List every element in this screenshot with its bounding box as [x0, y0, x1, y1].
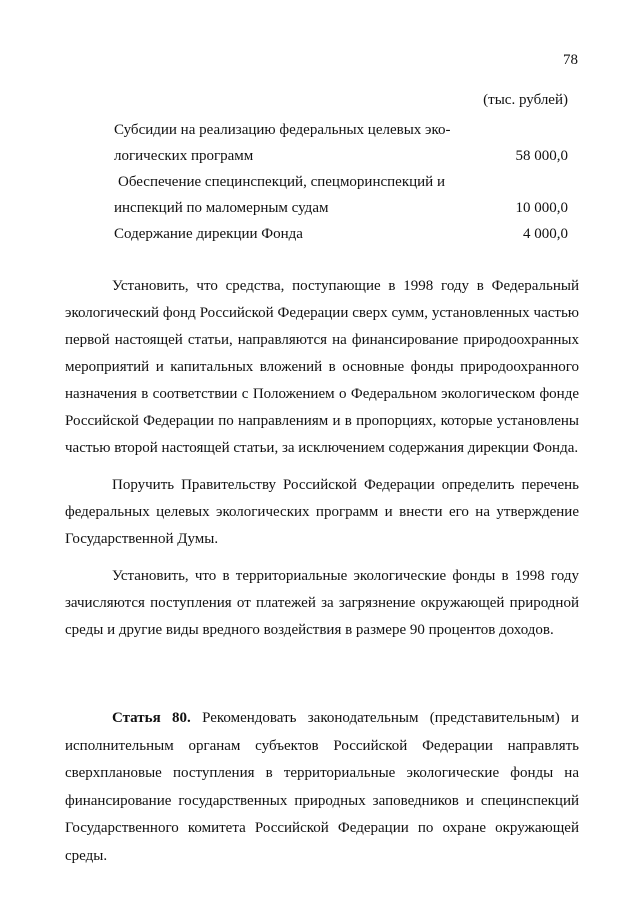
table-row: [114, 169, 568, 195]
article-text: Рекомендовать законодательным (представительным) и исполнительным органам субъектов Российской Федерации направлять сверхплановые поступления в территориальные экологические фонды на финансирование государственных природных заповедников и специнспекций Государственного комитета Российской Федерации по охране окружающей среды.: [65, 710, 580, 864]
row-label: Субсидии на реализацию федеральных целевых эко-: [114, 122, 451, 138]
row-label: логических программ: [114, 148, 254, 164]
row-value: 10 000,0: [515, 200, 568, 216]
table-row: [114, 143, 568, 169]
row-label: Обеспечение специнспекций, спецморинспекций и: [118, 174, 445, 190]
article-heading: Статья 80.: [112, 710, 191, 726]
row-label: инспекций по маломерным судам: [114, 200, 329, 216]
units-label: (тыс. рублей): [483, 92, 568, 108]
paragraph: Установить, что средства, поступающие в 1998 году в Федеральный экологический фонд Российской Федерации сверх сумм, установленных частью первой настоящей статьи, направляются на финансирование природоохранных мероприятий и капитальных вложений в основные фонды природоохранного назначения в соответствии с Положением о Федеральном экологическом фонде Российской Федерации по направлениям и в пропорциях, которые установлены частью второй настоящей статьи, за исключением содержания дирекции Фонда.: [65, 278, 579, 456]
table-row: [114, 117, 568, 143]
body-text: [65, 273, 579, 644]
table-row: [114, 195, 568, 221]
table-row: [114, 221, 568, 247]
budget-table: [114, 117, 568, 247]
article-80: [65, 705, 579, 870]
page-number: 78: [563, 52, 578, 68]
paragraph: Установить, что в территориальные экологические фонды в 1998 году зачисляются поступления от платежей за загрязнение окружающей природной среды и другие виды вредного воздействия в размере 90 процентов доходов.: [65, 568, 579, 638]
paragraph: Поручить Правительству Российской Федерации определить перечень федеральных целевых экологических программ и внести его на утверждение Государственной Думы.: [65, 477, 579, 547]
row-value: 4 000,0: [523, 226, 568, 242]
row-value: 58 000,0: [515, 148, 568, 164]
row-label: Содержание дирекции Фонда: [114, 226, 303, 242]
